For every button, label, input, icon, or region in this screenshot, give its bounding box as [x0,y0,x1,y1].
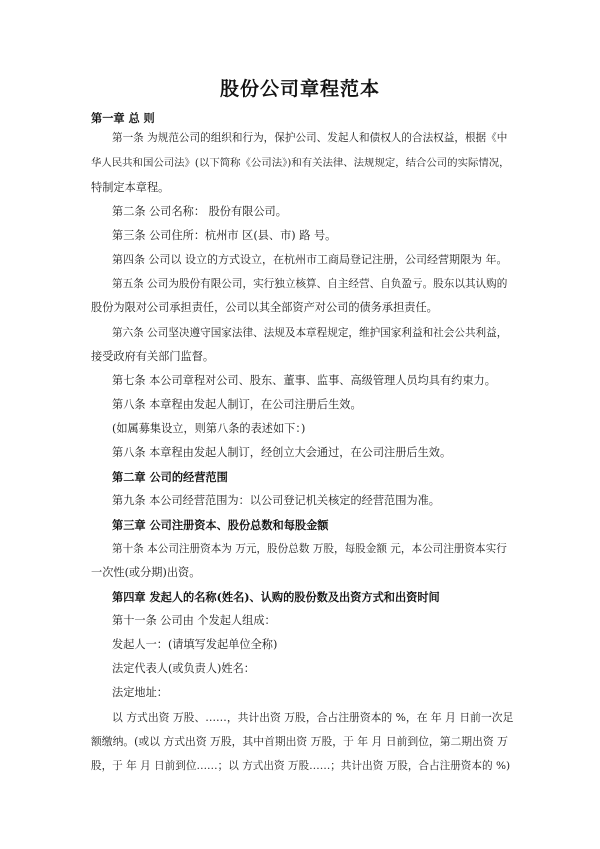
article-6-line-2: 接受政府有关部门监督。 [91,350,215,363]
article-3: 第三条 公司住所：杭州市 区(县、市) 路 号。 [112,229,337,242]
article-1-line-1: 第一条 为规范公司的组织和行为，保护公司、发起人和债权人的合法权益，根据《中 [112,132,508,144]
article-10-line-1: 第十条 本公司注册资本为 万元，股份总数 万股，每股金额 元，本公司注册资本实行 [112,543,507,555]
payment-line-1: 以 方式出资 万股、……，共计出资 万股，合占注册资本的 %，在 年 月 日前一次足 [112,711,514,724]
chapter-4-heading: 第四章 发起人的名称(姓名)、认购的股份数及出资方式和出资时间 [112,590,440,604]
article-10-line-2: 一次性(或分期)出资。 [91,566,201,579]
article-2: 第二条 公司名称： 股份有限公司。 [112,205,287,218]
legal-address: 法定地址： [112,686,168,699]
payment-line-3: 股，于 年 月 日前到位……；以 方式出资 万股……；共计出资 万股，合占注册资本的 %) [91,760,511,772]
legal-representative: 法定代表人(或负责人)姓名： [112,662,255,675]
article-4: 第四条 公司以 设立的方式设立，在杭州市工商局登记注册，公司经营期限为 年。 [112,253,508,266]
article-5-line-1: 第五条 公司为股份有限公司，实行独立核算、自主经营、自负盈亏。股东以其认购的 [112,278,508,290]
chapter-1-heading: 第一章 总 则 [91,111,155,125]
payment-line-2: 额缴纳。(或以 方式出资 万股，其中首期出资 万股，于 年 月 日前到位，第二期出资 万 [91,735,508,748]
article-1-line-2: 华人民共和国公司法》(以下简称《公司法》)和有关法律、法规规定，结合公司的实际情况， [91,157,510,169]
article-8-alternative: 第八条 本章程由发起人制订，经创立大会通过，在公司注册后生效。 [112,446,452,459]
article-11: 第十一条 公司由 个发起人组成： [112,614,276,627]
chapter-3-heading: 第三章 公司注册资本、股份总数和每股金额 [112,518,329,532]
article-8-note: (如属募集设立，则第八条的表述如下：) [112,422,306,435]
article-6-line-1: 第六条 公司坚决遵守国家法律、法规及本章程规定，维护国家利益和社会公共利益， [112,327,508,339]
article-9: 第九条 本公司经营范围为：以公司登记机关核定的经营范围为准。 [112,494,440,507]
article-7: 第七条 本公司章程对公司、股东、董事、监事、高级管理人员均具有约束力。 [112,374,496,387]
promoter-1: 发起人一：(请填写发起单位全称) [112,638,278,651]
article-1-line-3: 特制定本章程。 [91,181,170,194]
chapter-2-heading: 第二章 公司的经营范围 [112,470,228,484]
article-5-line-2: 股份为限对公司承担责任，公司以其全部资产对公司的债务承担责任。 [91,301,438,314]
document-title: 股份公司章程范本 [219,78,380,100]
article-8: 第八条 本章程由发起人制订，在公司注册后生效。 [112,398,362,411]
